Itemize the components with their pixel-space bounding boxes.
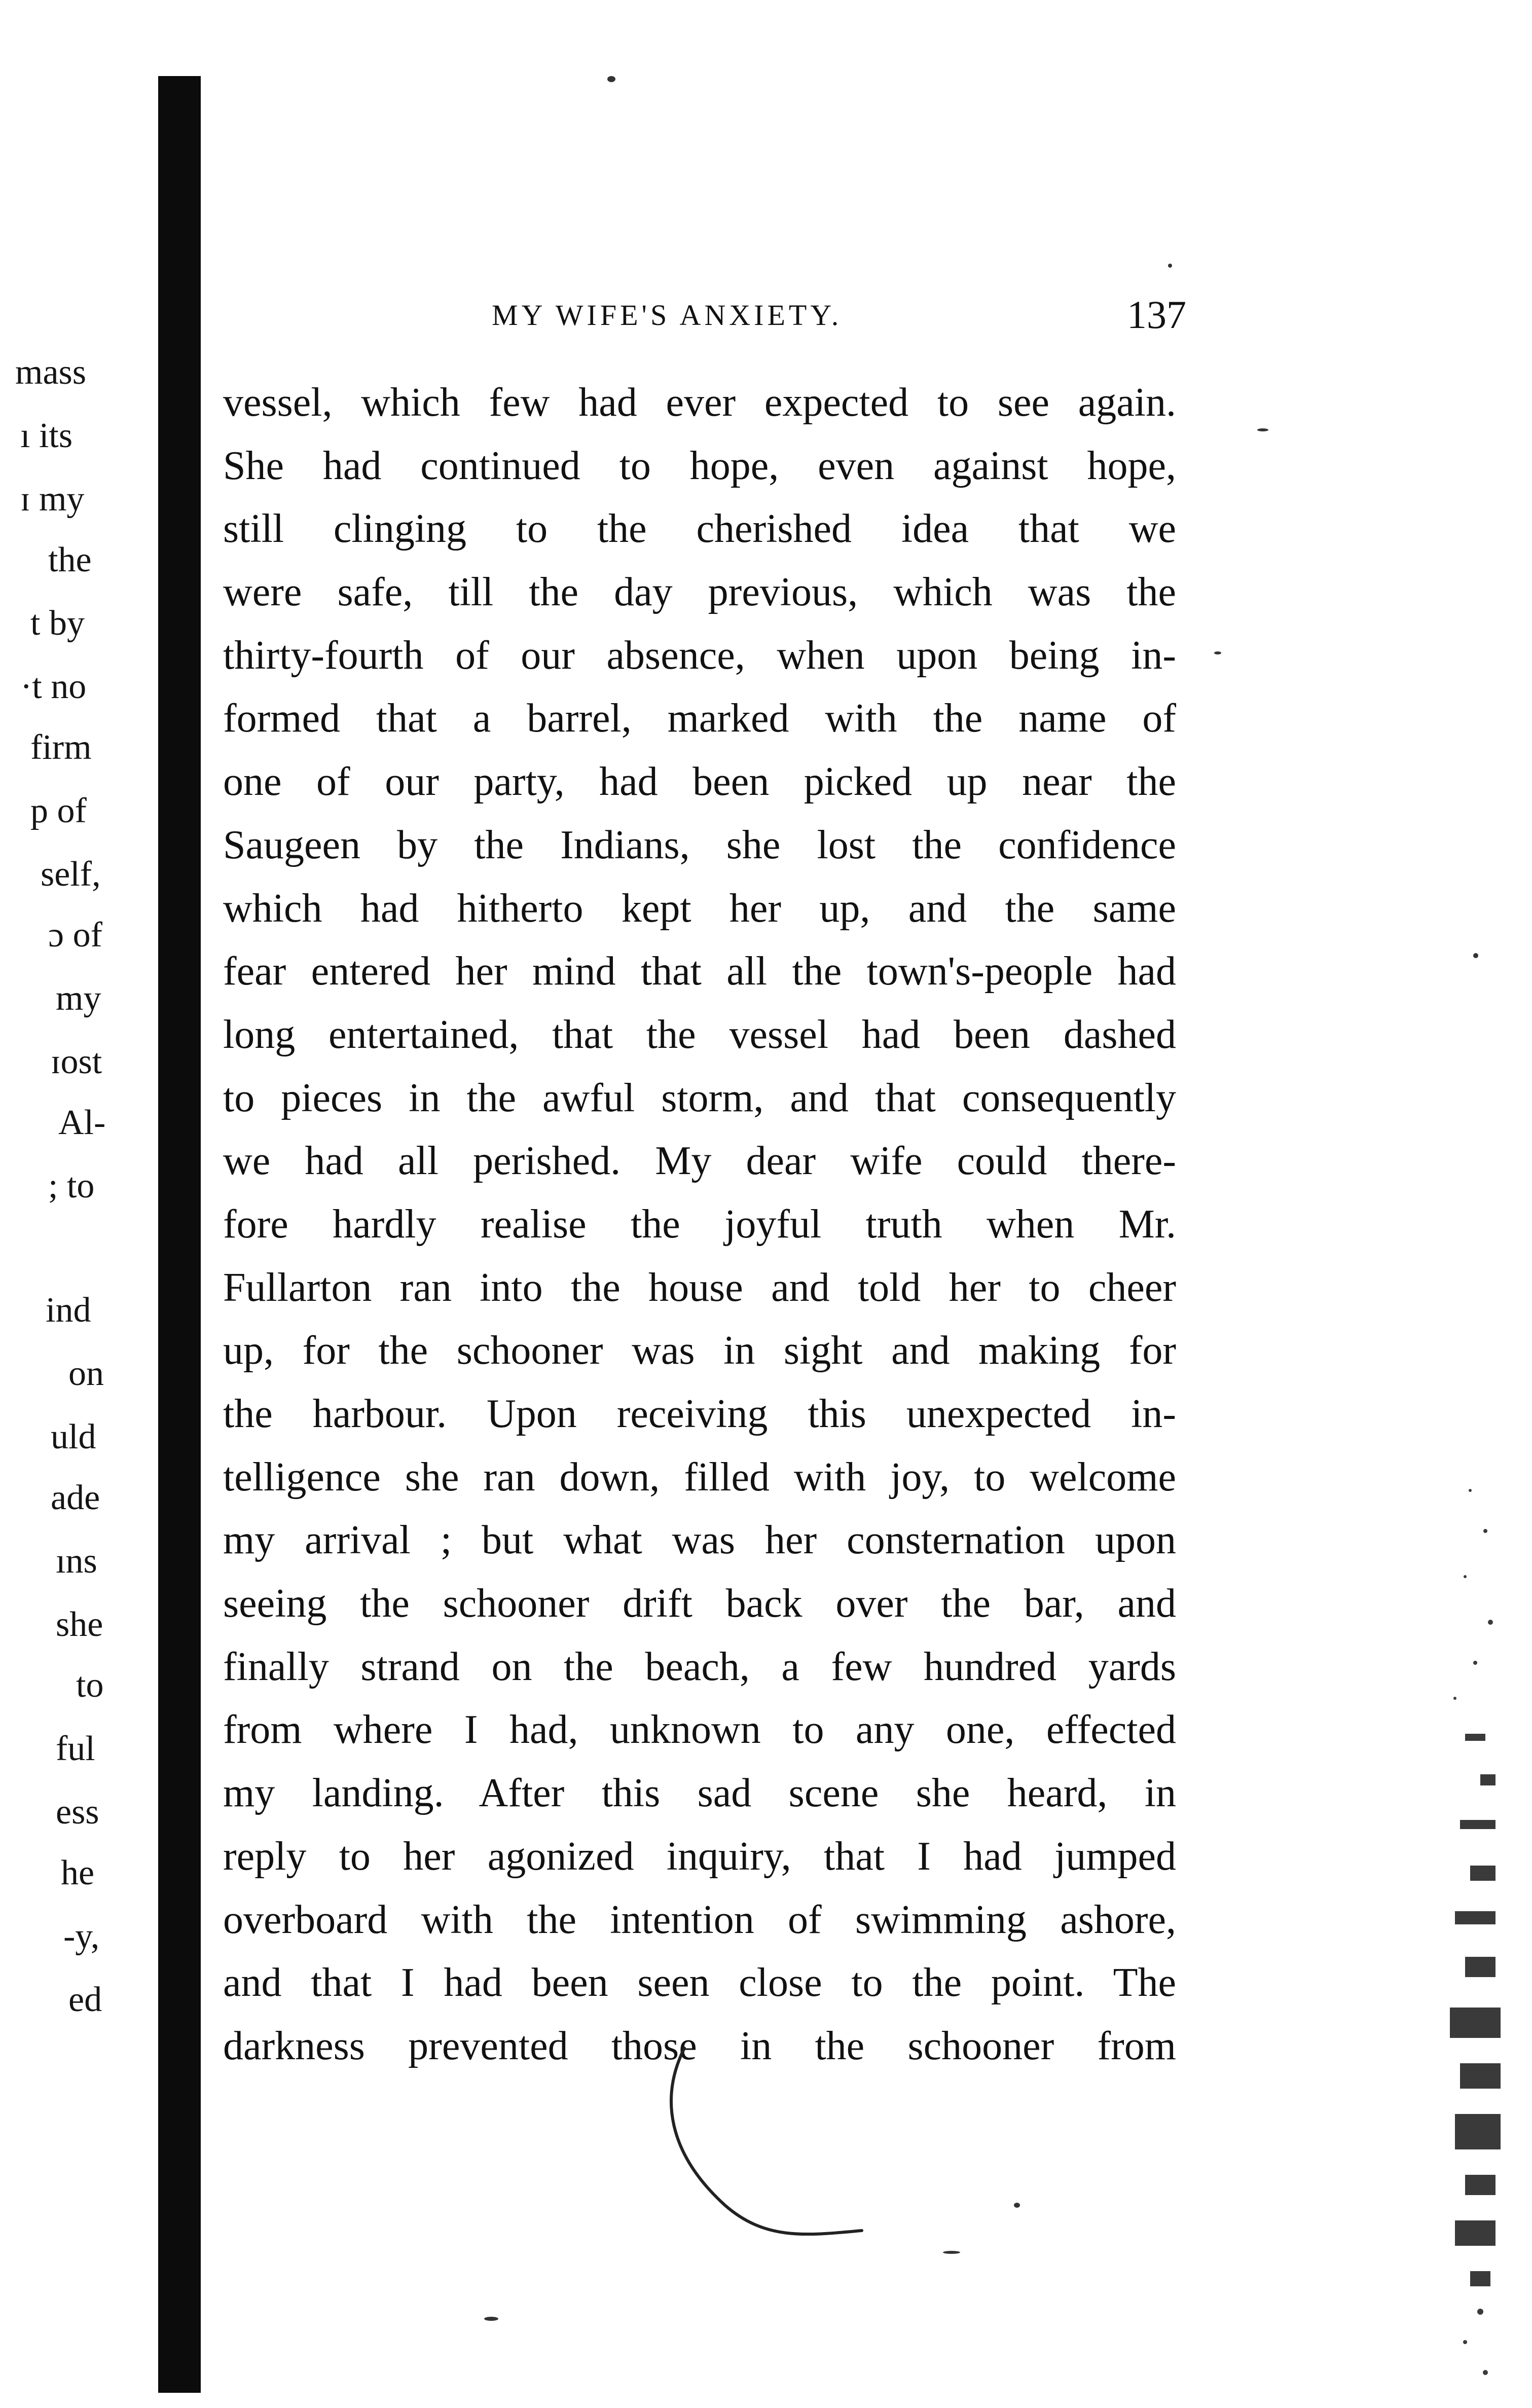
margin-fragment: ; to [48, 1166, 95, 1206]
ink-speck [1257, 428, 1268, 431]
margin-fragment: uld [51, 1417, 96, 1456]
body-text [223, 371, 1176, 2078]
text-line: darkness prevented those in the schooner from [223, 2023, 1176, 2068]
pencil-scribble [649, 2038, 882, 2271]
page-number: 137 [1127, 293, 1186, 337]
margin-fragment: ful [56, 1729, 95, 1768]
text-line: telligence she ran down, filled with joy, to welcome [223, 1454, 1176, 1500]
margin-fragment: she [56, 1605, 103, 1644]
text-line: we had all perished. My dear wife could there- [223, 1139, 1176, 1184]
facing-page-margin [0, 0, 152, 2408]
text-line: my landing. After this sad scene she heard, in [223, 1771, 1176, 1816]
margin-fragment: he [61, 1853, 95, 1892]
margin-fragment: -y, [63, 1917, 100, 1956]
margin-fragment: t by [30, 604, 85, 643]
margin-fragment: ɔ of [48, 916, 102, 955]
text-line: fear entered her mind that all the town's-people had [223, 949, 1176, 994]
margin-fragment: p of [30, 791, 87, 830]
text-line: formed that a barrel, marked with the name of [223, 696, 1176, 741]
margin-fragment: self, [41, 855, 101, 894]
text-line: thirty-fourth of our absence, when upon being in- [223, 633, 1176, 678]
margin-fragment: ed [68, 1980, 102, 2019]
margin-fragment: firm [30, 728, 92, 767]
ink-speck [1168, 264, 1172, 268]
text-line: reply to her agonized inquiry, that I had jumped [223, 1834, 1176, 1879]
text-line: which had hitherto kept her up, and the same [223, 886, 1176, 931]
ink-speck [484, 2317, 498, 2321]
text-line: overboard with the intention of swimming ashore, [223, 1897, 1176, 1942]
margin-fragment: to [76, 1666, 104, 1705]
ink-speck [1473, 953, 1478, 958]
running-head: MY WIFE'S ANXIETY. [492, 299, 843, 332]
text-line: up, for the schooner was in sight and making for [223, 1328, 1176, 1373]
margin-fragment: on [68, 1354, 104, 1393]
margin-fragment: ɪost [51, 1042, 102, 1081]
text-line: vessel, which few had ever expected to see again. [223, 380, 1176, 425]
ink-speck [607, 76, 615, 82]
text-line: fore hardly realise the joyful truth when Mr. [223, 1201, 1176, 1247]
ink-speck [1214, 651, 1221, 654]
text-line: my arrival ; but what was her consternation upon [223, 1518, 1176, 1563]
text-line: Fullarton ran into the house and told her to cheer [223, 1265, 1176, 1310]
text-line: the harbour. Upon receiving this unexpected in- [223, 1392, 1176, 1436]
margin-fragment: ıns [56, 1542, 97, 1581]
text-line: still clinging to the cherished idea that we [223, 506, 1176, 552]
margin-fragment: ess [56, 1793, 99, 1832]
text-line: one of our party, had been picked up near the [223, 759, 1176, 805]
text-line: Saugeen by the Indians, she lost the confidence [223, 822, 1176, 867]
binding-gutter-shadow [158, 76, 201, 2393]
margin-fragment: my [56, 979, 101, 1018]
margin-fragment: ɪ my [20, 480, 85, 519]
text-line: long entertained, that the vessel had been dashed [223, 1012, 1176, 1057]
page-header [248, 292, 1186, 348]
text-line: from where I had, unknown to any one, effected [223, 1707, 1176, 1753]
margin-fragment: ·t no [20, 667, 87, 706]
margin-fragment: ade [51, 1478, 100, 1517]
margin-fragment: mass [15, 353, 86, 392]
text-line: She had continued to hope, even against hope, [223, 443, 1176, 488]
ink-speck [943, 2251, 960, 2254]
text-line: finally strand on the beach, a few hundred yards [223, 1644, 1176, 1689]
margin-fragment: ı its [20, 416, 73, 455]
scan-noise [1435, 1470, 1506, 2393]
margin-fragment: Al- [58, 1103, 106, 1142]
ink-speck [1014, 2203, 1020, 2208]
margin-fragment: ind [46, 1291, 91, 1330]
text-line: seeing the schooner drift back over the bar, and [223, 1581, 1176, 1626]
margin-fragment: the [48, 540, 92, 579]
text-line: and that I had been seen close to the point. The [223, 1960, 1176, 2005]
text-line: to pieces in the awful storm, and that consequently [223, 1075, 1176, 1120]
text-line: were safe, till the day previous, which was the [223, 570, 1176, 615]
